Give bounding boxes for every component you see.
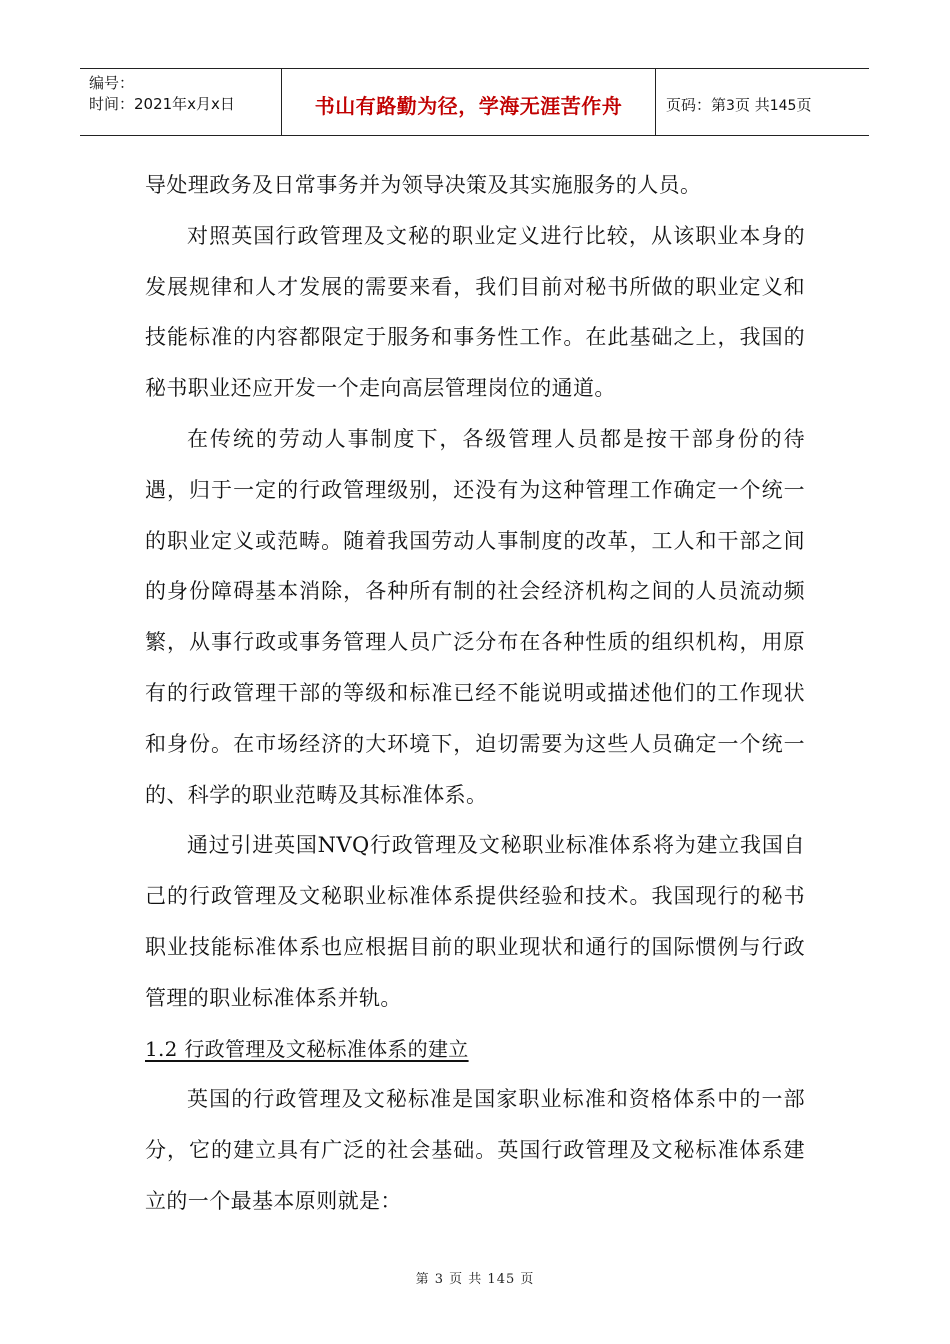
page-label-prefix: 页码：第	[666, 95, 727, 114]
header-motto-cell	[281, 69, 656, 135]
header-motto: 书山有路勤为径，学海无涯苦作舟	[314, 93, 623, 118]
body-paragraph: 导处理政务及日常事务并为领导决策及其实施服务的人员。	[145, 173, 702, 197]
document-header	[80, 68, 869, 136]
body-paragraph: 通过引进英国NVQ行政管理及文秘职业标准体系将为建立我国自己的行政管理及文秘职业标准体系提供经验和技术。我国现行的秘书职业技能标准体系也应根据目前的职业现状和通行的国际惯例与行政管理的职业标准体系并轨。	[145, 833, 805, 1010]
body-paragraph: 对照英国行政管理及文秘的职业定义进行比较，从该职业本身的发展规律和人才发展的需要来看，我们目前对秘书所做的职业定义和技能标准的内容都限定于服务和事务性工作。在此基础之上，我国的秘书职业还应开发一个走向高层管理岗位的通道。	[145, 223, 805, 401]
page-label-mid: 页 共	[734, 95, 770, 114]
page-footer: 第 3 页 共 145 页	[415, 1272, 535, 1287]
header-meta-cell	[80, 69, 281, 135]
document-body	[145, 160, 805, 1227]
body-paragraph: 英国的行政管理及文秘标准是国家职业标准和资格体系中的一部分，它的建立具有广泛的社会基础。英国行政管理及文秘标准体系建立的一个最基本原则就是：	[145, 1087, 805, 1213]
section-heading: 1.2 行政管理及文秘标准体系的建立	[145, 1036, 469, 1061]
page-label-suffix: 页	[796, 95, 812, 114]
header-page-number	[666, 90, 869, 115]
body-paragraph: 在传统的劳动人事制度下，各级管理人员都是按干部身份的待遇，归于一定的行政管理级别，还没有为这种管理工作确定一个统一的职业定义或范畴。随着我国劳动人事制度的改革，工人和干部之间的身份障碍基本消除，各种所有制的社会经济机构之间的人员流动频繁，从事行政或事务管理人员广泛分布在各种性质的组织机构，用原有的行政管理干部的等级和标准已经不能说明或描述他们的工作现状和身份。在市场经济的大环境下，迫切需要为这些人员确定一个统一的、科学的职业范畴及其标准体系。	[145, 426, 805, 807]
page-current: 3	[726, 97, 735, 114]
document-number-label: 编号：	[89, 74, 135, 92]
header-page-cell	[656, 69, 869, 135]
document-date-label: 时间：2021年x月x日	[89, 95, 235, 113]
page-total: 145	[769, 97, 797, 114]
